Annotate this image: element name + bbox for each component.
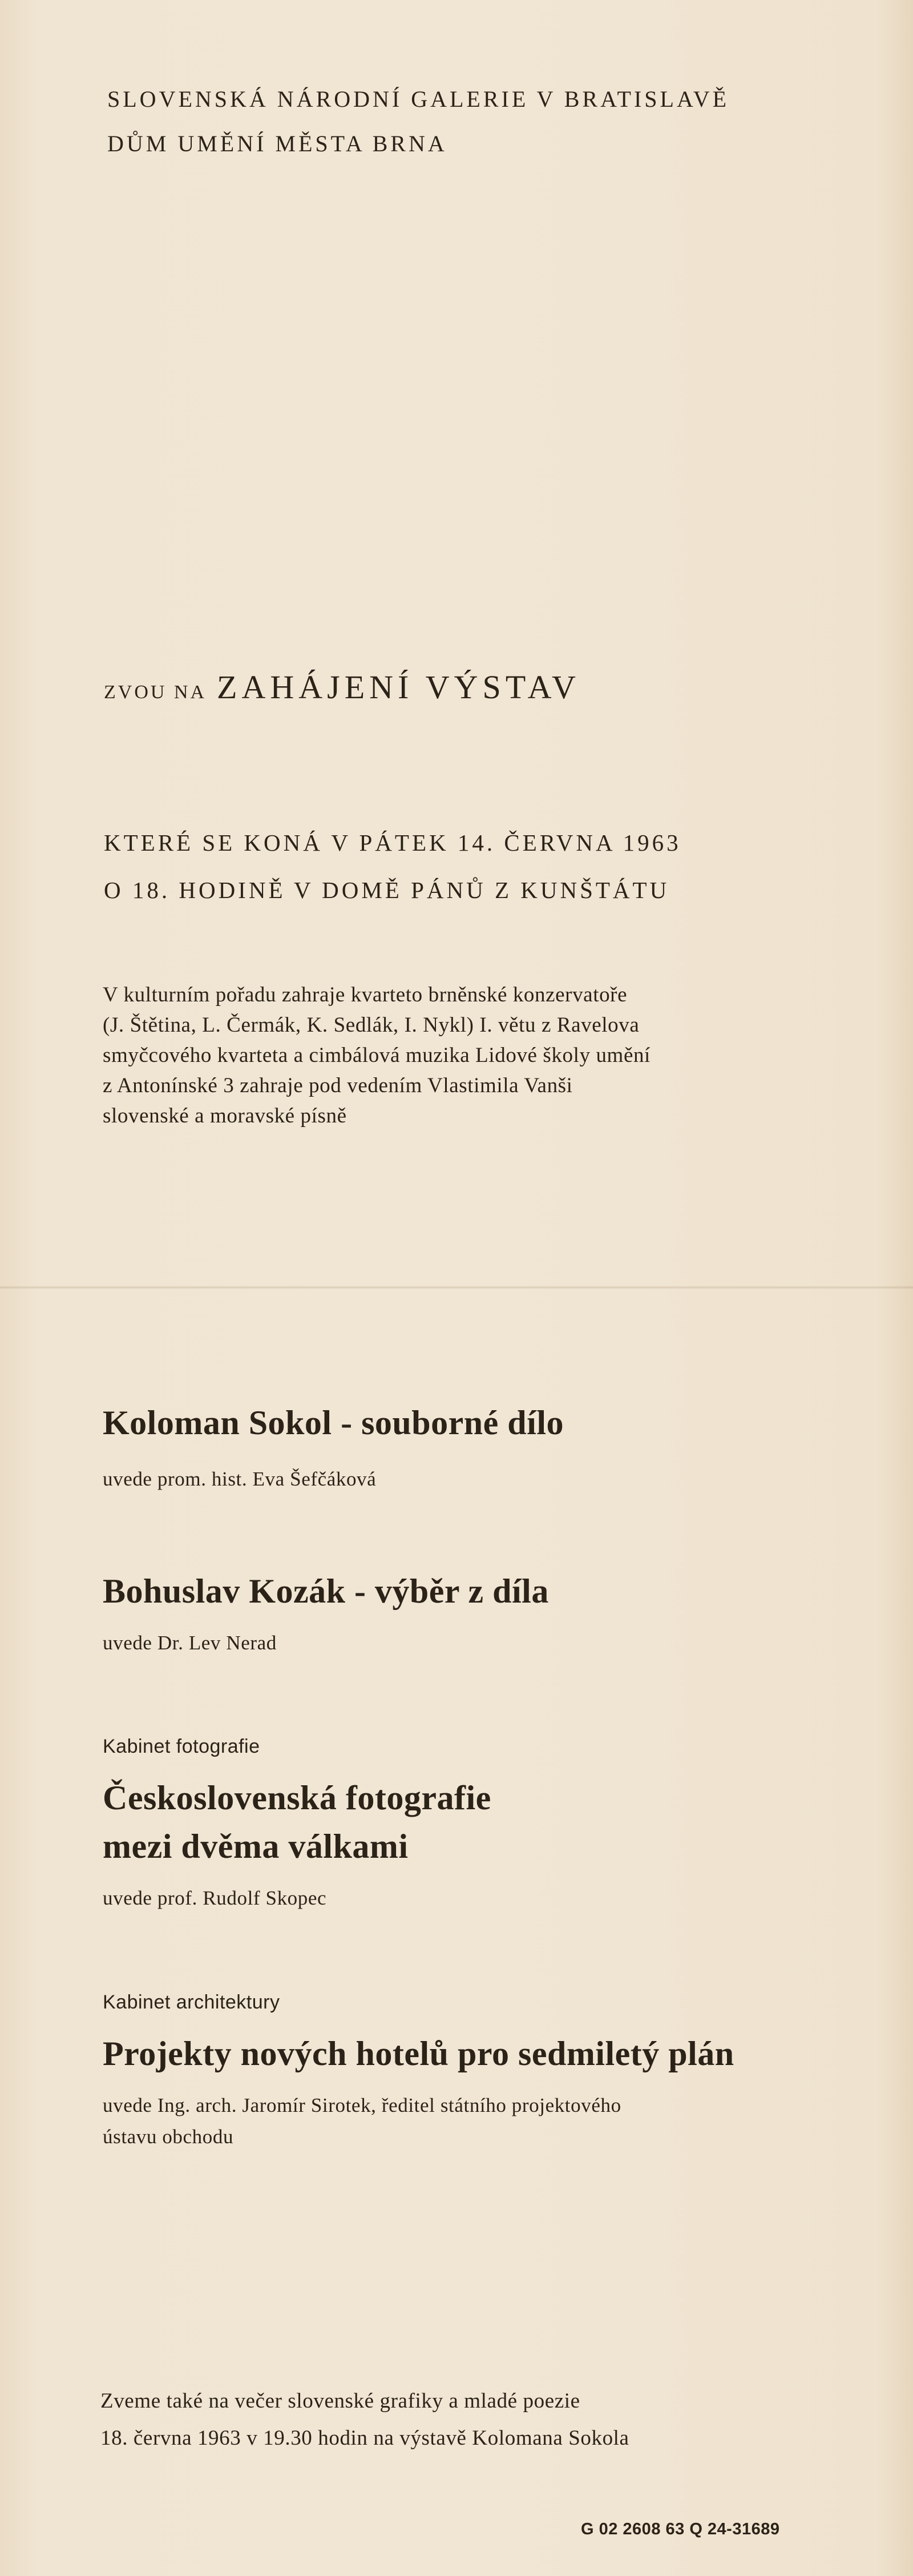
invitation-heading [104,668,580,706]
exhibition-presenter: uvede Ing. arch. Jaromír Sirotek, ředitel státního projektového [103,2094,621,2116]
program-line: V kulturním pořadu zahraje kvarteto brněnské konzervatoře [103,983,628,1007]
exhibition-title: Projekty nových hotelů pro sedmiletý plán [103,2035,734,2072]
event-place: O 18. HODINĚ V DOMĚ PÁNŮ Z KUNŠTÁTU [104,877,670,903]
invitation-title: ZAHÁJENÍ VÝSTAV [217,669,580,706]
exhibition-presenter: uvede prof. Rudolf Skopec [103,1887,327,1909]
exhibition-title: Koloman Sokol - souborné dílo [103,1404,564,1442]
organizer-line-2: DŮM UMĚNÍ MĚSTA BRNA [107,131,447,156]
exhibition-title: Československá fotografie [103,1779,491,1817]
exhibition-presenter: uvede prom. hist. Eva Šefčáková [103,1468,377,1490]
exhibition-title: mezi dvěma válkami [103,1828,409,1865]
program-line: (J. Štětina, L. Čermák, K. Sedlák, I. Nykl) I. větu z Ravelova [103,1013,640,1037]
program-line: z Antonínské 3 zahraje pod vedením Vlastimila Vanši [103,1074,573,1097]
organizer-line-1: SLOVENSKÁ NÁRODNÍ GALERIE V BRATISLAVĚ [107,86,730,112]
exhibition-category: Kabinet architektury [103,1991,280,2013]
exhibition-title: Bohuslav Kozák - výběr z díla [103,1572,549,1610]
exhibition-presenter: ústavu obchodu [103,2126,234,2148]
footer-line: Zveme také na večer slovenské grafiky a mladé poezie [100,2389,580,2413]
print-code: G 02 2608 63 Q 24-31689 [581,2520,780,2538]
invitation-prefix: ZVOU NA [104,682,207,703]
exhibition-category: Kabinet fotografie [103,1736,260,1757]
exhibition-presenter: uvede Dr. Lev Nerad [103,1632,277,1654]
footer-line: 18. června 1963 v 19.30 hodin na výstavě Kolomana Sokola [100,2426,629,2450]
program-line: smyčcového kvarteta a cimbálová muzika Lidové školy umění [103,1044,651,1067]
fold-line [0,1286,913,1289]
program-line: slovenské a moravské písně [103,1104,347,1128]
event-date: KTERÉ SE KONÁ V PÁTEK 14. ČERVNA 1963 [104,830,681,856]
